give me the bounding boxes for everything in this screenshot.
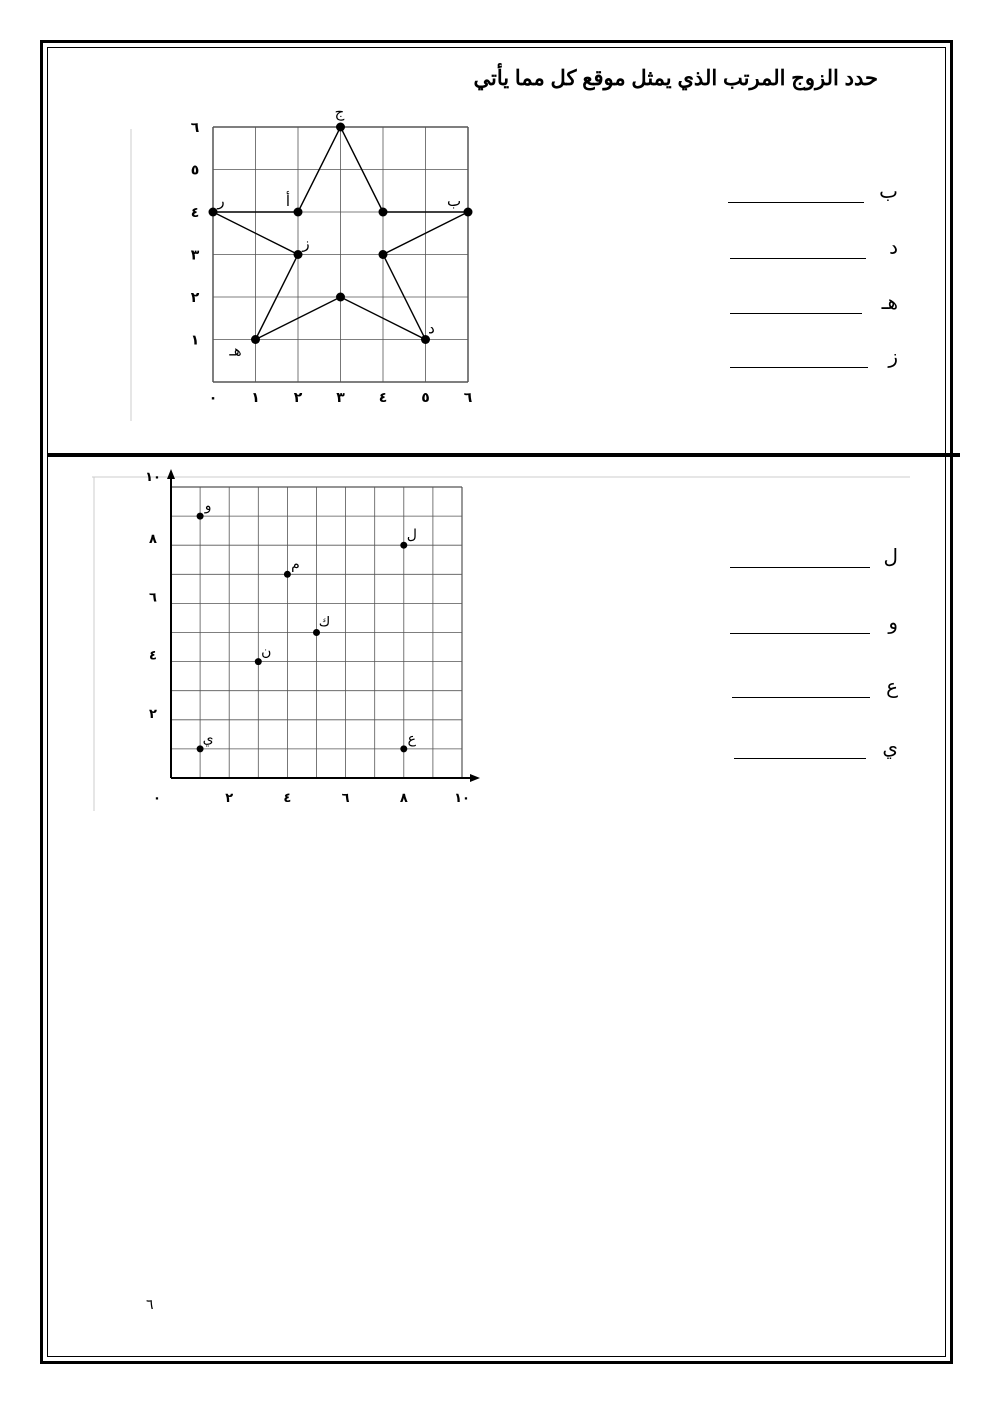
instruction-title: حدد الزوج المرتب الذي يمثل موقع كل مما يأتي [473,67,878,90]
point-label: ع [407,730,416,747]
question-letter: ب [879,179,898,203]
point-label: ل [406,527,417,544]
y-tick-label: ١ [190,332,200,349]
question-letter: ع [886,674,898,698]
point-marker [336,293,345,302]
point-marker [284,571,291,578]
question-letter: هـ [881,290,898,314]
answer-line[interactable] [730,313,862,314]
point-label: ج [334,103,345,121]
question-w [730,610,898,640]
point-label: هـ [229,341,242,360]
question-d [730,235,898,265]
x-tick-label: ٠ [208,390,218,406]
x-axis-arrow [470,774,480,782]
point-label: م [291,556,300,573]
x-tick-label: ٠ [153,791,161,806]
point-marker [294,208,303,217]
question-ain [732,674,898,704]
point-marker [336,123,345,132]
x-tick-label: ١ [251,390,260,406]
point-marker [209,208,218,217]
x-tick-label: ٢ [225,791,234,806]
y-tick-label: ٦ [149,590,157,606]
point-label: ب [446,192,462,210]
point-marker [197,513,204,520]
x-tick-label: ٦ [463,390,473,406]
x-tick-label: ٥ [421,390,430,406]
y-tick-label: ٣ [190,247,200,264]
x-tick-label: ٢ [293,390,303,406]
question-y [734,735,898,765]
point-label: ر [217,192,225,210]
point-label: ك [318,614,331,631]
y-tick-label: ٢ [190,290,200,306]
answer-line[interactable] [730,633,870,634]
answer-line[interactable] [728,202,864,203]
star-grid-chart [125,103,495,425]
answer-line[interactable] [732,697,870,698]
y-tick-label: ١٠ [145,470,161,485]
y-tick-label: ٤ [190,205,200,221]
question-letter: ي [882,735,898,759]
question-h [730,290,898,320]
x-tick-label: ٤ [378,390,388,406]
question-letter: د [889,235,898,259]
page-number: ٦ [146,1297,154,1313]
answer-line[interactable] [730,258,866,259]
answer-line[interactable] [734,758,866,759]
x-tick-label: ٣ [336,390,345,406]
question-z [730,344,898,374]
answer-line[interactable] [730,567,870,568]
x-tick-label: ٤ [283,791,292,806]
x-tick-label: ٦ [341,791,350,806]
question-letter: ز [888,344,898,368]
point-marker [379,250,388,259]
y-tick-label: ٢ [149,706,157,722]
point-marker [400,745,407,752]
point-label: ي [202,730,214,747]
question-letter: و [888,610,898,634]
y-tick-label: ٦ [190,120,200,136]
point-label: و [204,498,212,515]
point-label: ز [302,234,310,253]
point-marker [464,208,473,217]
point-marker [294,250,303,259]
question-letter: ل [883,544,898,568]
y-tick-label: ٤ [149,648,157,664]
point-label: ن [261,643,272,660]
y-tick-label: ٨ [149,532,157,548]
y-tick-label: ٥ [190,162,200,179]
x-tick-label: ٨ [399,791,408,806]
point-marker [251,335,260,344]
x-tick-label: ١٠ [454,791,470,806]
answer-line[interactable] [730,367,868,368]
question-b [728,179,898,209]
point-label: أ [285,192,291,210]
point-marker [379,208,388,217]
question-l [730,544,898,574]
point-label: د [428,319,435,338]
section-divider [47,453,960,457]
